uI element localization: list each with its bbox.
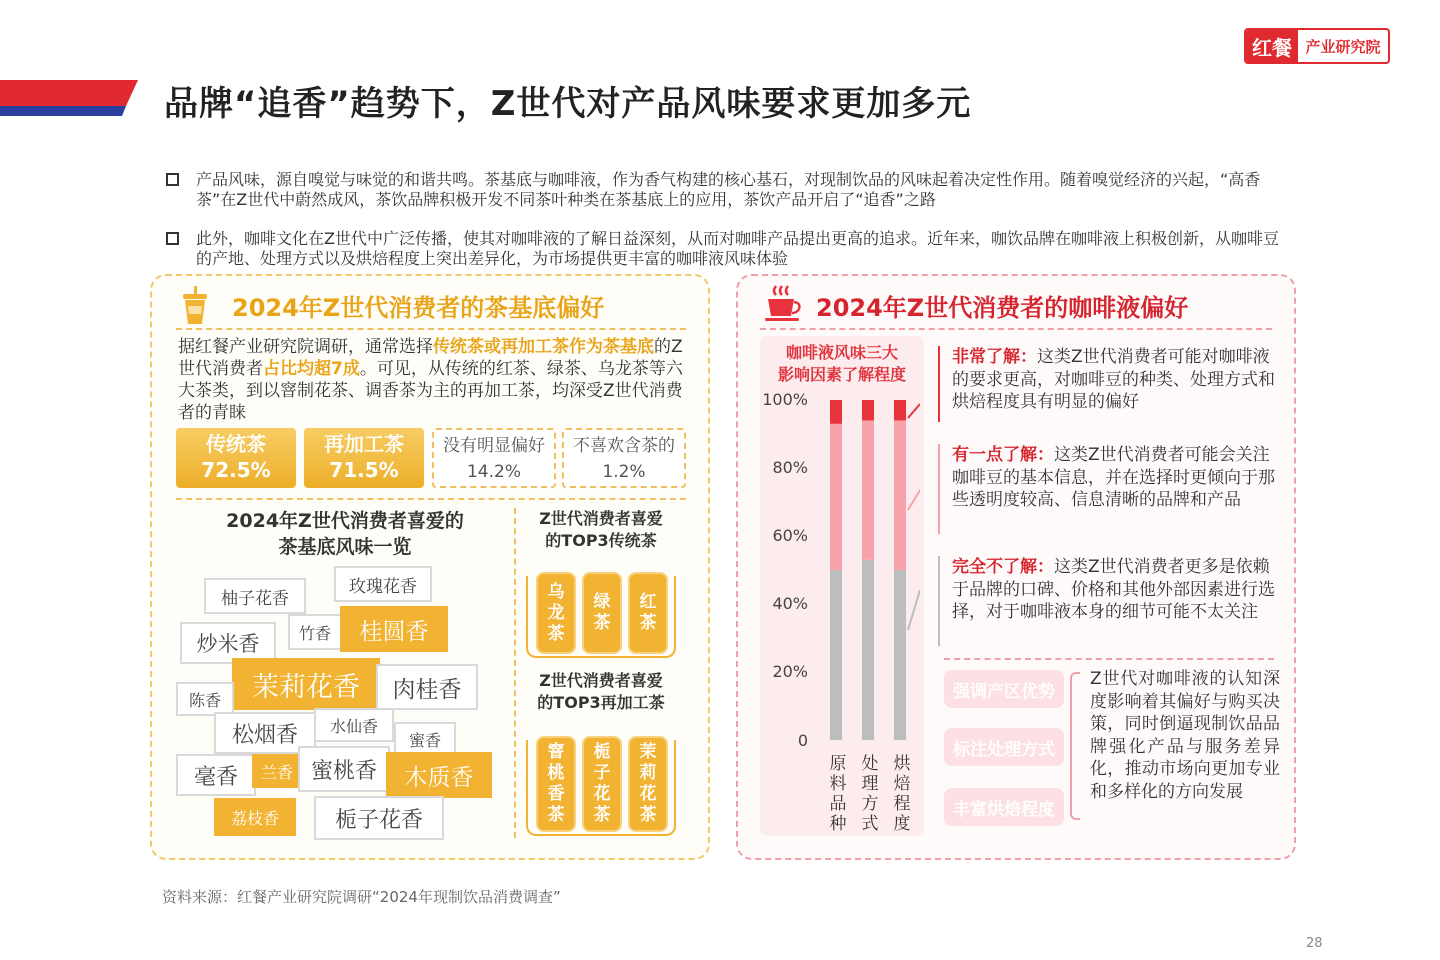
- bar-roast-some: [894, 420, 906, 570]
- flavor-word: 栀子花香: [314, 796, 444, 840]
- intro-highlight: 传统茶或再加工茶作为茶基底: [433, 337, 654, 357]
- flavor-word: 荔枝香: [214, 798, 296, 836]
- stat-card: [562, 428, 686, 488]
- flavor-word: 桂圆香: [340, 606, 448, 652]
- strategy-tag: 丰富烘焙程度: [944, 788, 1064, 826]
- divider: [760, 328, 1272, 330]
- flavor-word: 炒米香: [180, 622, 276, 664]
- top3-title-line: 的TOP3再加工茶: [537, 693, 665, 712]
- top3-traditional-title: [524, 508, 678, 552]
- explain-label: 完全不了解：: [952, 557, 1054, 577]
- bar-original-some: [830, 424, 842, 570]
- stacked-bar-chart: [820, 390, 920, 750]
- stat-label: 不喜欢含茶的: [573, 436, 675, 456]
- intro-highlight: 占比均超7成: [263, 359, 360, 379]
- strategy-tag: 标注处理方式: [944, 728, 1064, 766]
- explain-text: 这类Z世代消费者更多是依赖于品牌的口碑、价格和其他外部因素进行选择，对于咖啡液本身的细节可能不太关注: [952, 557, 1275, 622]
- y-tick-label: 80%: [772, 458, 808, 477]
- word-cloud-title-line: 2024年Z世代消费者喜爱的: [226, 510, 464, 532]
- connector-none: [908, 590, 920, 630]
- x-category-label: 处 理 方 式: [861, 754, 879, 834]
- logo-text: 产业研究院: [1305, 37, 1381, 56]
- explain-text: 这类Z世代消费者可能对咖啡液的要求更高，对咖啡豆的种类、处理方式和烘焙程度具有明显的偏好: [952, 347, 1275, 412]
- header-stripe: [0, 80, 138, 116]
- coffee-summary: Z世代对咖啡液的认知深度影响着其偏好与购买决策，同时倒逼现制饮品品牌强化产品与服务差异化，推动市场向更加专业和多样化的方向发展: [1090, 669, 1280, 802]
- stat-card: [304, 428, 424, 488]
- top3-traditional-item: 红 茶: [628, 572, 668, 654]
- y-tick-label: 40%: [772, 594, 808, 613]
- connector-very: [908, 404, 920, 418]
- divider: [176, 498, 686, 500]
- top3-processed-item: 窨 桃 香 茶: [536, 736, 576, 832]
- divider: [944, 658, 1274, 660]
- summary-brace: [1070, 672, 1080, 820]
- chart-title-line: 影响因素了解程度: [777, 365, 906, 384]
- flavor-word: 毫香: [176, 754, 256, 796]
- flavor-word: 柚子花香: [204, 578, 306, 614]
- bar-original-none: [830, 570, 842, 740]
- word-cloud-title: [186, 508, 504, 560]
- bullet-item: [166, 170, 1286, 210]
- y-tick-label: 0: [797, 731, 808, 750]
- stat-value: 14.2%: [466, 462, 521, 482]
- y-tick-label: 100%: [762, 390, 808, 409]
- flavor-word: 松烟香: [214, 712, 316, 754]
- tea-section-title: 2024年Z世代消费者的茶基底偏好: [232, 294, 605, 322]
- stat-label: 再加工茶: [324, 432, 404, 456]
- explain-label: 有一点了解：: [952, 445, 1054, 465]
- flavor-word: 兰香: [252, 754, 302, 788]
- explain-none: [952, 556, 1282, 624]
- intro-text: 。可见，从传统的红茶、绿茶、乌龙茶等六大茶类，到以窨制花茶、调香茶为主的再加工茶，均深受Z世代消费者的青睐: [178, 359, 683, 423]
- bar-process-some: [862, 420, 874, 559]
- x-category-label: 原 料 品 种: [829, 754, 847, 834]
- column-divider: [514, 508, 516, 838]
- stat-value: 1.2%: [602, 462, 646, 482]
- legend-bracket-none: [938, 556, 940, 646]
- legend-bracket-very: [938, 346, 940, 422]
- page-number: 28: [1306, 936, 1323, 951]
- top3-processed-item: 栀 子 花 茶: [582, 736, 622, 832]
- bullet-text: 产品风味，源自嗅觉与味觉的和谐共鸣。茶基底与咖啡液，作为香气构建的核心基石，对现制饮品的风味起着决定性作用。随着嗅觉经济的兴起，“高香茶”在Z世代中蔚然成风，茶饮品牌积极开发不同茶叶种类在茶基底上的应用，茶饮产品开启了“追香”之路: [196, 170, 1261, 209]
- y-tick-label: 20%: [772, 662, 808, 681]
- stat-card: [176, 428, 296, 488]
- explain-text: 这类Z世代消费者可能会关注咖啡豆的基本信息，并在选择时更倾向于那些透明度较高、信息清晰的品牌和产品: [952, 445, 1275, 510]
- x-category-label: 烘 焙 程 度: [893, 754, 911, 834]
- stat-value: 72.5%: [201, 458, 271, 482]
- top3-processed-item: 茉 莉 花 茶: [628, 736, 668, 832]
- explain-very: [952, 346, 1282, 414]
- connector-some: [908, 490, 920, 510]
- flavor-word: 陈香: [176, 682, 234, 716]
- bar-process-very: [862, 400, 874, 420]
- intro-text: 的Z世代消费者: [178, 337, 683, 379]
- bullet-text: 此外，咖啡文化在Z世代中广泛传播，使其对咖啡液的了解日益深刻，从而对咖啡产品提出更高的追求。近年来，咖饮品牌在咖啡液上积极创新，从咖啡豆的产地、处理方式以及烘焙程度上突出差异化，为市场提供更丰富的咖啡液风味体验: [196, 229, 1279, 268]
- source-note: 资料来源：红餐产业研究院调研“2024年现制饮品消费调查”: [162, 888, 561, 906]
- stat-card: [432, 428, 556, 488]
- flavor-word: 肉桂香: [376, 664, 478, 710]
- strategy-tag: 强调产区优势: [944, 670, 1064, 708]
- flavor-word: 蜜香: [394, 722, 456, 756]
- intro-text: 据红餐产业研究院调研，通常选择: [178, 337, 433, 357]
- top3-title-line: 的TOP3传统茶: [545, 531, 657, 550]
- flavor-word: 竹香: [288, 614, 342, 650]
- chart-title: [760, 342, 924, 386]
- top3-traditional-item: 乌 龙 茶: [536, 572, 576, 654]
- bar-roast-very: [894, 400, 906, 420]
- top3-title-line: Z世代消费者喜爱: [539, 671, 663, 690]
- y-tick-label: 60%: [772, 526, 808, 545]
- logo-mark: 红餐: [1246, 30, 1298, 62]
- flavor-word: 水仙香: [314, 708, 394, 742]
- bar-roast-none: [894, 570, 906, 740]
- top3-traditional-item: 绿 茶: [582, 572, 622, 654]
- coffee-section-title: 2024年Z世代消费者的咖啡液偏好: [816, 294, 1189, 322]
- top3-processed-title: [524, 670, 678, 714]
- stat-label: 没有明显偏好: [443, 436, 545, 456]
- chart-title-line: 咖啡液风味三大: [785, 343, 898, 362]
- explain-label: 非常了解：: [952, 347, 1037, 367]
- flavor-word: 木质香: [386, 752, 492, 798]
- page-title: 品牌“追香”趋势下，Z世代对产品风味要求更加多元: [164, 84, 972, 124]
- top3-title-line: Z世代消费者喜爱: [539, 509, 663, 528]
- bar-process-none: [862, 560, 874, 740]
- word-cloud-title-line: 茶基底风味一览: [278, 536, 412, 558]
- flavor-word: 茉莉花香: [232, 658, 380, 710]
- coffee-cup-icon: [764, 284, 802, 324]
- flavor-word: 蜜桃香: [298, 746, 390, 792]
- brand-logo: [1244, 28, 1390, 64]
- flavor-word: 玫瑰花香: [334, 566, 432, 602]
- bullet-square-icon: [166, 173, 179, 186]
- bullet-square-icon: [166, 232, 179, 245]
- bullet-item: [166, 229, 1286, 269]
- legend-bracket-some: [938, 444, 940, 534]
- explain-some: [952, 444, 1282, 512]
- bar-original-very: [830, 400, 842, 424]
- stat-label: 传统茶: [206, 432, 266, 456]
- tea-cup-icon: [180, 286, 210, 326]
- divider: [176, 328, 686, 330]
- stat-value: 71.5%: [329, 458, 399, 482]
- tea-intro-text: [178, 336, 688, 424]
